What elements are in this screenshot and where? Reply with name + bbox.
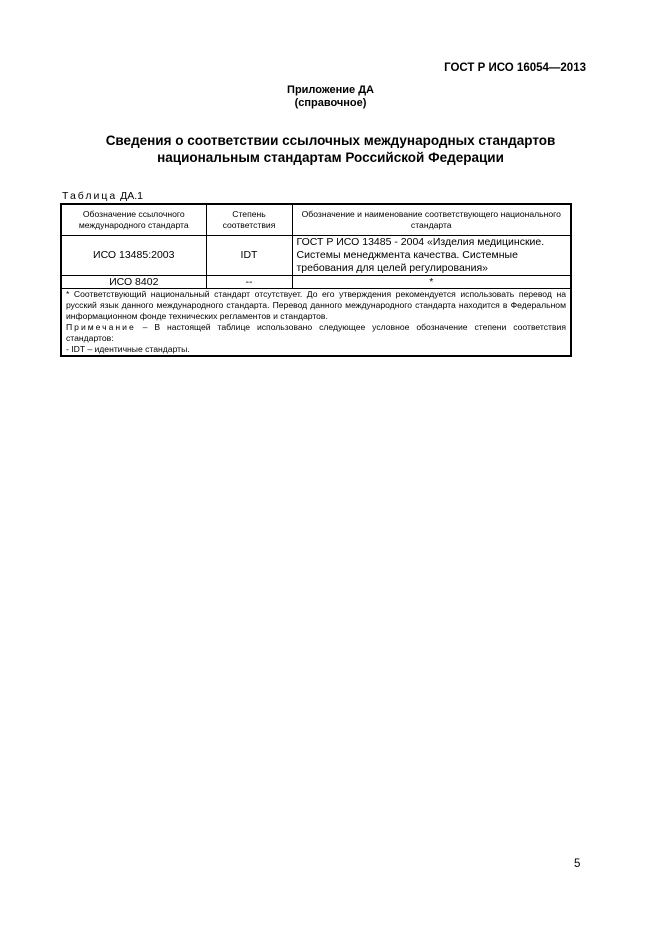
cell-national-standard: ГОСТ Р ИСО 13485 - 2004 «Изделия медицинские. Системы менеджмента качества. Системные требования для целей регулирования»	[292, 236, 571, 276]
table-caption	[62, 190, 143, 202]
table-caption-number: ДА.1	[120, 190, 143, 202]
section-heading	[0, 132, 661, 166]
appendix-type: (справочное)	[294, 97, 367, 109]
section-heading-line1: Сведения о соответствии ссылочных международных стандартов	[105, 133, 556, 148]
standards-table	[60, 203, 572, 357]
header-national-standard: Обозначение и наименование соответствующего национального стандарта	[292, 204, 571, 236]
table-caption-word: Таблица	[62, 190, 118, 202]
table-notes	[61, 289, 571, 357]
note	[66, 322, 566, 344]
footnote: * Соответствующий национальный стандарт отсутствует. До его утверждения рекомендуется использовать перевод на русский язык данного международного стандарта. Перевод данного международного стандарта находится в Федеральном информационном фонде технических регламентов и стандартов.	[66, 289, 566, 321]
cell-degree: IDT	[206, 236, 292, 276]
appendix-label: Приложение ДА	[287, 84, 374, 96]
cell-intl-standard: ИСО 13485:2003	[61, 236, 206, 276]
table-header-row	[61, 204, 571, 236]
appendix-title	[0, 84, 661, 110]
cell-national-standard: *	[292, 276, 571, 289]
cell-intl-standard: ИСО 8402	[61, 276, 206, 289]
table-notes-row	[61, 289, 571, 357]
document-code: ГОСТ Р ИСО 16054—2013	[444, 62, 586, 74]
legend-idt: - IDT – идентичные стандарты.	[66, 344, 190, 354]
table-row	[61, 276, 571, 289]
note-label: Примечание	[66, 322, 136, 332]
header-degree: Степень соответствия	[206, 204, 292, 236]
section-heading-line2: национальным стандартам Российской Федерации	[157, 150, 504, 165]
note-text: – В настоящей таблице использовано следующее условное обозначение степени соответствия стандартов:	[66, 322, 566, 343]
header-intl-standard: Обозначение ссылочного международного стандарта	[61, 204, 206, 236]
page-number: 5	[574, 858, 581, 870]
table-row	[61, 236, 571, 276]
cell-degree: --	[206, 276, 292, 289]
